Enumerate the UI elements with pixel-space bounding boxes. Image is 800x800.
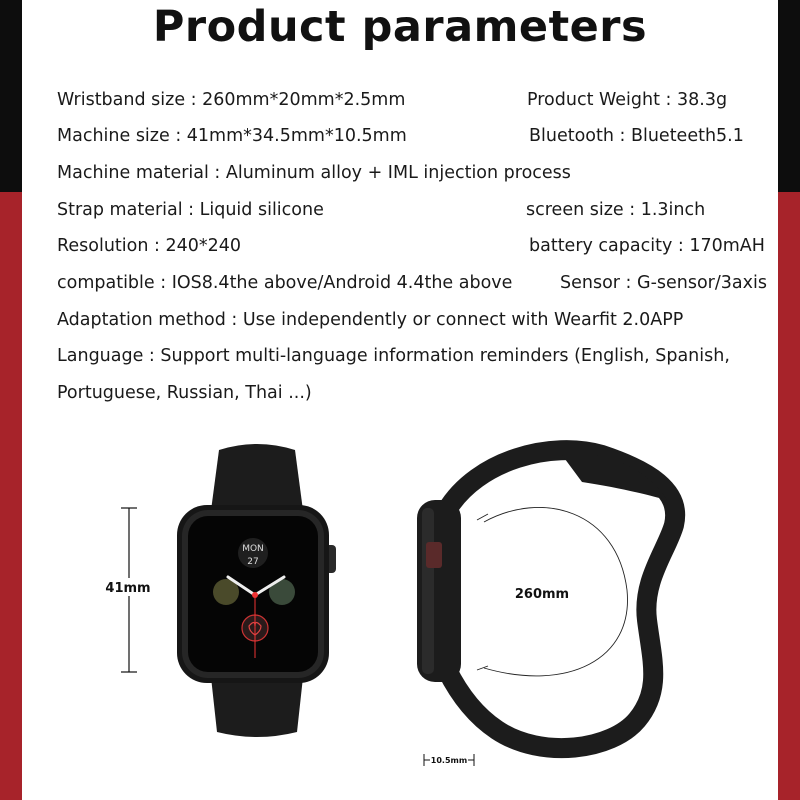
spec-compatible: compatible : IOS8.4the above/Android 4.4the above [57,273,513,293]
page-title: Product parameters [152,2,648,52]
spec-bluetooth: Bluetooth : Blueteeth5.1 [529,126,744,146]
thickness-dimension [424,754,474,766]
spec-resolution: Resolution : 240*240 [57,236,242,256]
spec-screen-size: screen size : 1.3inch [526,200,706,220]
right-border-red [778,192,800,800]
left-border-dark [0,0,22,192]
band-length-label: 260mm [514,587,570,602]
spec-adaptation: Adaptation method : Use independently or connect with Wearfit 2.0APP [57,310,684,330]
spec-battery: battery capacity : 170mAH [529,236,765,256]
left-border-red [0,192,22,800]
spec-machine-size: Machine size : 41mm*34.5mm*10.5mm [57,126,407,146]
watch-side [417,450,675,748]
content-panel [22,0,778,800]
thickness-label: 10.5mm [430,756,468,765]
height-label: 41mm [105,581,151,596]
spec-sensor: Sensor : G-sensor/3axis [560,273,767,293]
face-day: MON [242,544,264,554]
right-border-dark [778,0,800,192]
spec-machine-material: Machine material : Aluminum alloy + IML injection process [57,163,571,183]
side-crown [426,542,442,568]
product-figure [22,430,778,800]
face-date: 27 [247,557,259,567]
spec-strap-material: Strap material : Liquid silicone [57,200,324,220]
spec-product-weight: Product Weight : 38.3g [527,90,728,110]
spec-language-line1: Language : Support multi-language information reminders (English, Spanish, [57,346,730,366]
spec-wristband-size: Wristband size : 260mm*20mm*2.5mm [57,90,406,110]
spec-language-line2: Portuguese, Russian, Thai ...) [57,383,312,403]
height-dimension [100,508,156,672]
watch-front [177,444,336,737]
